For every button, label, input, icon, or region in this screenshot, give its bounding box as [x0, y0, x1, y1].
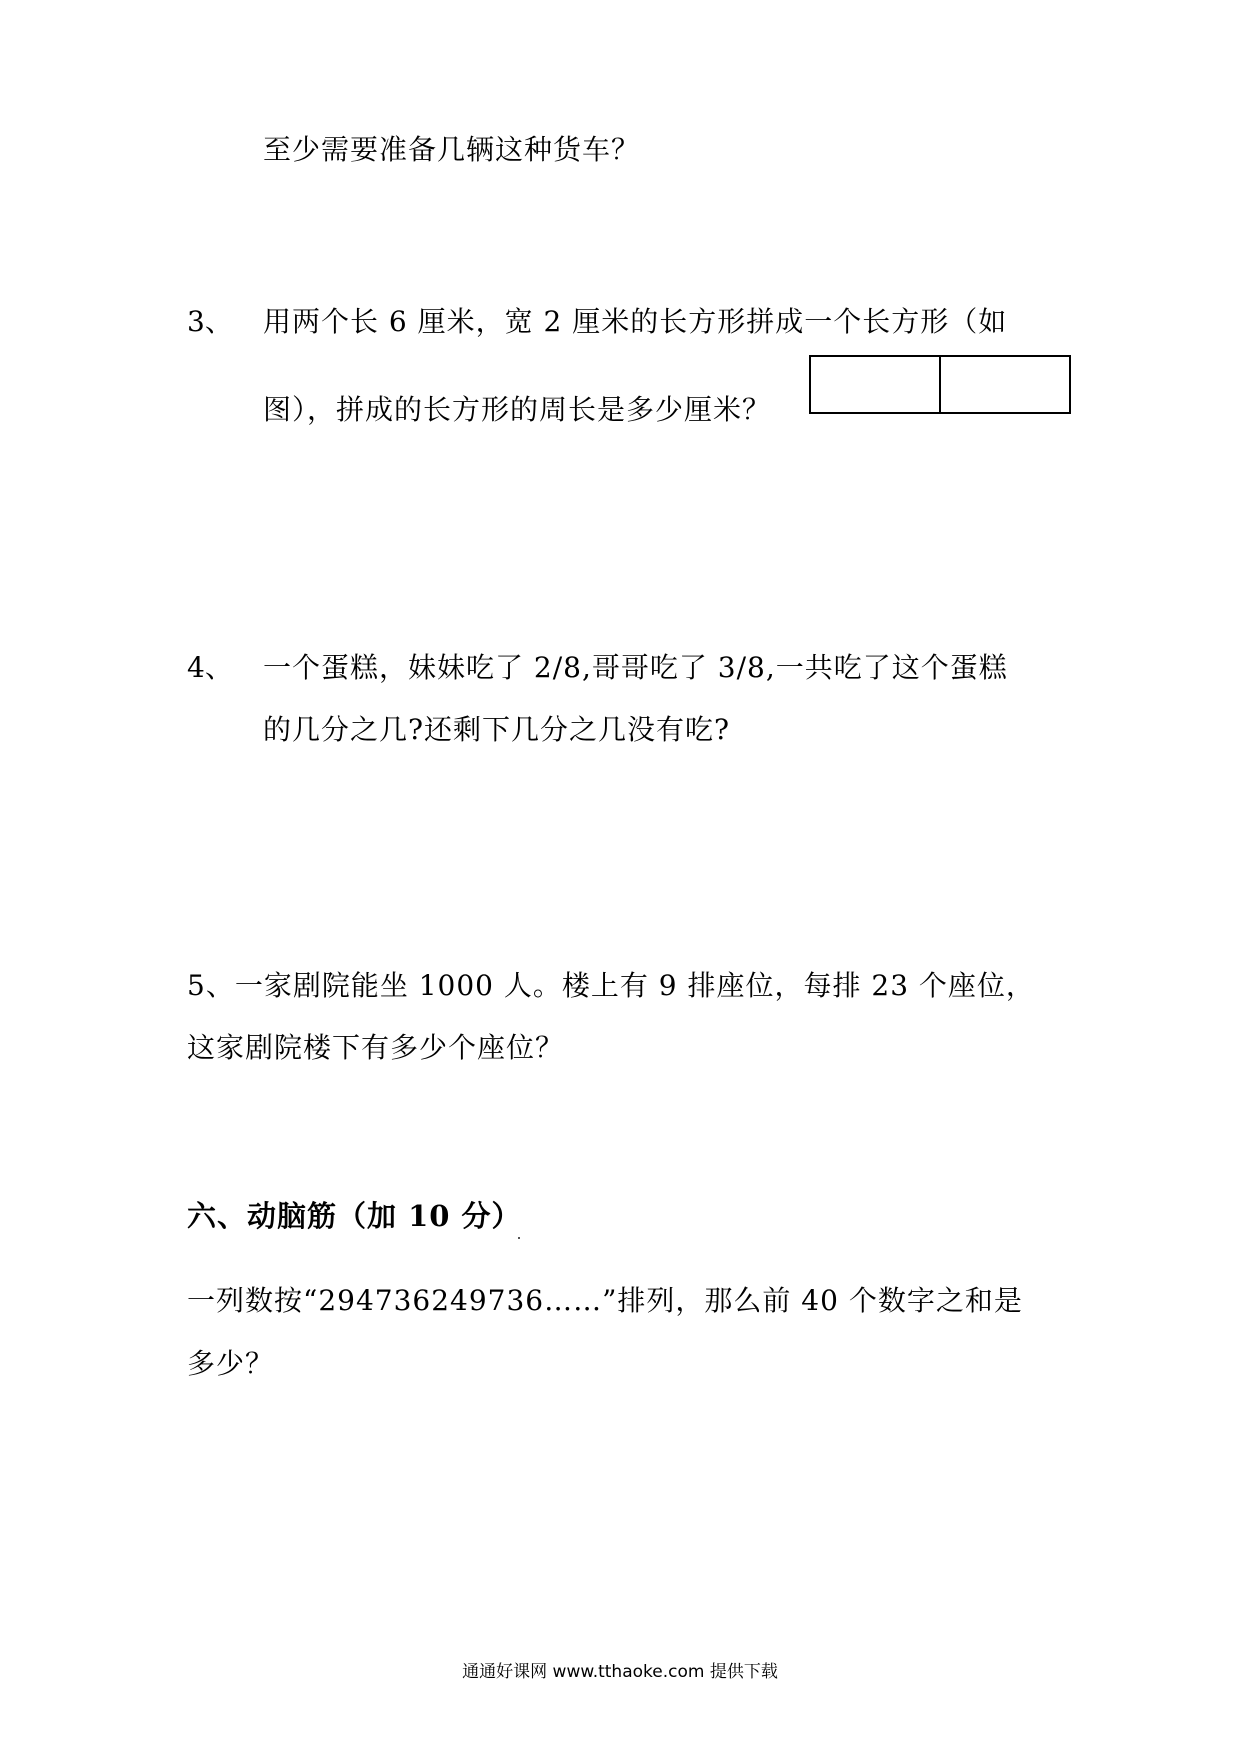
- page-footer: 通通好课网 www.tthaoke.com 提供下载: [462, 1662, 778, 1682]
- q3-text-line2: 图），拼成的长方形的周长是多少厘米？: [263, 393, 772, 426]
- q2-continuation: 至少需要准备几辆这种货车？: [263, 133, 641, 166]
- rectangle-figure: [809, 355, 1071, 414]
- q5-text-line2: 这家剧院楼下有多少个座位？: [187, 1031, 565, 1064]
- q4-text-line1: 一个蛋糕，妹妹吃了 2/8,哥哥吃了 3/8,一共吃了这个蛋糕: [263, 651, 1008, 684]
- q4-number: 4、: [187, 651, 233, 684]
- q5-text-line1: 5、一家剧院能坐 1000 人。楼上有 9 排座位，每排 23 个座位，: [187, 969, 1035, 1002]
- section6-text-line2: 多少？: [187, 1347, 275, 1380]
- rectangle-left-part: [811, 357, 939, 412]
- section6-text-line1: 一列数按“294736249736……”排列，那么前 40 个数字之和是: [187, 1284, 1023, 1317]
- section6-heading: 六、动脑筋（加 10 分）: [187, 1199, 522, 1233]
- rectangle-right-part: [939, 357, 1069, 412]
- q3-number: 3、: [187, 305, 233, 338]
- q4-text-line2: 的几分之几?还剩下几分之几没有吃?: [263, 713, 731, 746]
- q3-text-line1: 用两个长 6 厘米，宽 2 厘米的长方形拼成一个长方形（如: [263, 305, 1008, 338]
- scan-speck: [518, 1237, 520, 1239]
